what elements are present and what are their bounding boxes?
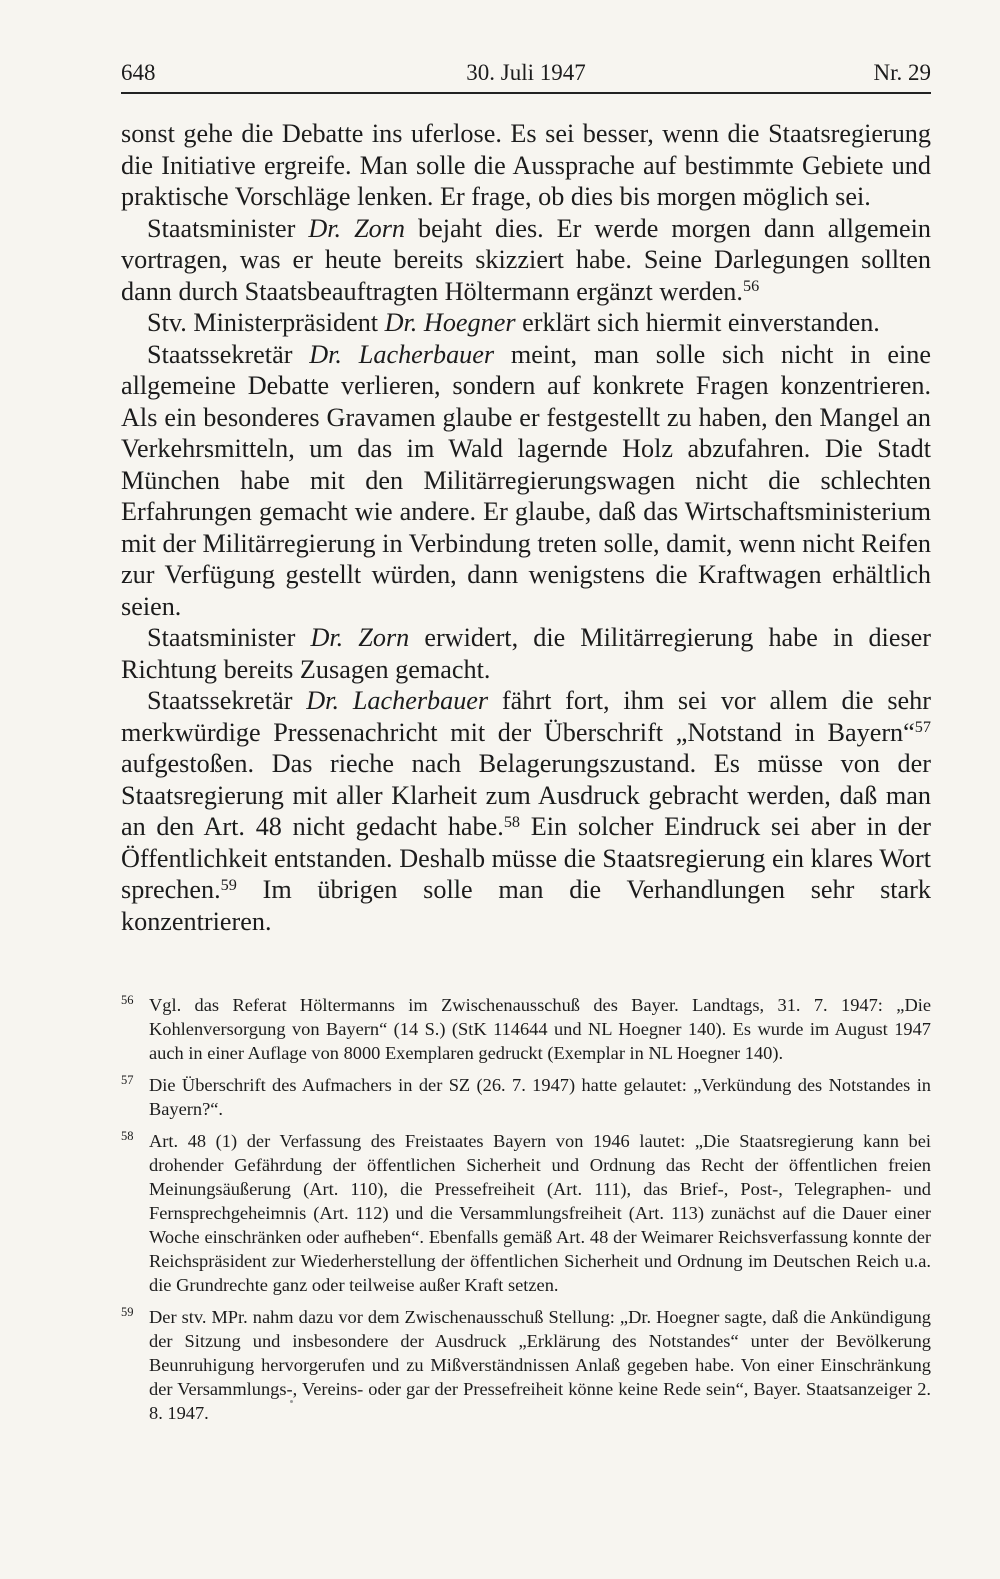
footnote	[121, 1129, 931, 1297]
speaker-name: Dr. Zorn	[310, 623, 410, 652]
speaker-name: Dr. Hoegner	[384, 308, 516, 337]
paragraph	[121, 213, 931, 308]
footnote-number: 57	[121, 1073, 134, 1087]
speaker-name: Dr. Lacherbauer	[306, 686, 489, 715]
footnote-number: 58	[121, 1129, 134, 1143]
paragraph-text: Im übrigen solle man die Verhandlungen sehr stark konzentrieren.	[121, 875, 931, 936]
paragraph-text: meint, man solle sich nicht in eine allgemeine Debatte verlieren, sondern auf konkrete Fragen konzentrieren. Als ein besonderes Gravamen glaube er festgestellt zu haben, den Mangel an Verkehrsmitteln, um das im Wald lagernde Holz abzufahren. Die Stadt München habe mit den Militärregierungswagen nicht die schlechten Erfahrungen gemacht wie andere. Er glaube, daß das Wirtschaftsministerium mit der Militärregierung in Verbindung treten solle, damit, wenn nicht Reifen zur Verfügung gestellt würden, dann wenigstens die Kraftwagen erhältlich seien.	[121, 339, 931, 621]
running-header	[121, 58, 931, 94]
speaker-role: Stv. Ministerpräsident	[147, 308, 385, 337]
paragraph	[121, 118, 931, 213]
speaker-name: Dr. Lacherbauer	[309, 339, 495, 369]
speaker-role: Staatsminister	[147, 213, 309, 243]
paragraph-text: Ein solcher Eindruck sei aber in der Öffentlichkeit entstanden. Deshalb müsse die Staatsregierung ein klares Wort sprechen.	[121, 812, 932, 904]
paper-speck	[290, 1400, 293, 1403]
footnote-reference[interactable]: 57	[914, 718, 931, 737]
footnote	[121, 993, 931, 1065]
footnote-reference[interactable]: 56	[742, 277, 760, 296]
paragraph-text: bejaht dies. Er werde morgen dann allgemein vortragen, was er heute bereits skizziert habe. Seine Darlegungen sollten dann durch Staatsbeauftragten Höltermann ergänzt werden.	[121, 213, 931, 306]
paragraph-text: erklärt sich hiermit einverstanden.	[515, 308, 880, 337]
paragraph-text: fährt fort, ihm sei vor allem die sehr merkwürdige Pressenachricht mit der Überschrift „Notstand in Bayern“	[121, 686, 931, 747]
footnote-number: 59	[121, 1305, 134, 1319]
paragraph-text: erwidert, die Militärregierung habe in dieser Richtung bereits Zusagen gemacht.	[121, 623, 931, 684]
document-page	[121, 58, 931, 1433]
footnote-reference[interactable]: 59	[220, 875, 237, 894]
paragraph	[121, 685, 931, 937]
speaker-role: Staatssekretär	[147, 339, 310, 369]
page-number: 648	[121, 60, 156, 85]
footnote-text: Der stv. MPr. nahm dazu vor dem Zwischenausschuß Stellung: „Dr. Hoegner sagte, daß die Ankündigung der Sitzung und insbesondere der Ausdruck „Erklärung des Notstandes“ unter der Bevölkerung Beunruhigung hervorgerufen und zu Mißverständnissen Anlaß gegeben habe. Von einer Einschränkung der Versammlungs-, Vereins- oder gar der Pressefreiheit könne keine Rede sein“, Bayer. Staatsanzeiger 2. 8. 1947.	[149, 1307, 931, 1423]
footnote-text: Die Überschrift des Aufmachers in der SZ (26. 7. 1947) hatte gelautet: „Verkündung des Notstandes in Bayern?“.	[149, 1075, 931, 1119]
speaker-name: Dr. Zorn	[308, 213, 406, 243]
speaker-role: Staatsminister	[147, 623, 311, 652]
body-text	[121, 118, 931, 937]
header-date: 30. Juli 1947	[466, 60, 586, 85]
footnote-text: Vgl. das Referat Höltermanns im Zwischenausschuß des Bayer. Landtags, 31. 7. 1947: „Die Kohlenversorgung von Bayern“ (14 S.) (StK 114644 und NL Hoegner 140). Es wurde im August 1947 auch in einer Auflage von 8000 Exemplaren gedruckt (Exemplar in NL Hoegner 140).	[149, 995, 931, 1063]
footnote-reference[interactable]: 58	[503, 812, 521, 831]
footnote-number: 56	[121, 993, 134, 1007]
paragraph-text: aufgestoßen. Das rieche nach Belagerungszustand. Es müsse von der Staatsregierung mit aller Klarheit zum Ausdruck gebracht werden, daß man an den Art. 48 nicht gedacht habe.	[121, 749, 931, 841]
footnote-text: Art. 48 (1) der Verfassung des Freistaates Bayern von 1946 lautet: „Die Staatsregierung kann bei drohender Gefährdung der öffentlichen Sicherheit und Ordnung das Recht der öffentlichen freien Meinungsäußerung (Art. 110), die Pressefreiheit (Art. 111), das Brief-, Post-, Telegraphen- und Fernsprechgeheimnis (Art. 112) und die Versammlungsfreiheit (Art. 113) zunächst auf die Dauer einer Woche einschränken oder aufheben“. Ebenfalls gemäß Art. 48 der Weimarer Reichsverfassung konnte der Reichspräsident zur Wiederherstellung der öffentlichen Sicherheit und Ordnung im Deutschen Reich u.a. die Grundrechte ganz oder teilweise außer Kraft setzen.	[149, 1131, 931, 1295]
speaker-role: Staatssekretär	[147, 686, 307, 715]
issue-number: Nr. 29	[873, 60, 931, 85]
paragraph	[121, 622, 931, 685]
paragraph-text: sonst gehe die Debatte ins uferlose. Es sei besser, wenn die Staatsregierung die Initiative ergreife. Man solle die Aussprache auf bestimmte Gebiete und praktische Vorschläge lenken. Er frage, ob dies bis morgen möglich sei.	[121, 119, 931, 211]
paragraph	[121, 339, 931, 623]
footnotes	[121, 993, 931, 1425]
footnote	[121, 1305, 931, 1425]
paragraph	[121, 307, 931, 339]
footnote	[121, 1073, 931, 1121]
